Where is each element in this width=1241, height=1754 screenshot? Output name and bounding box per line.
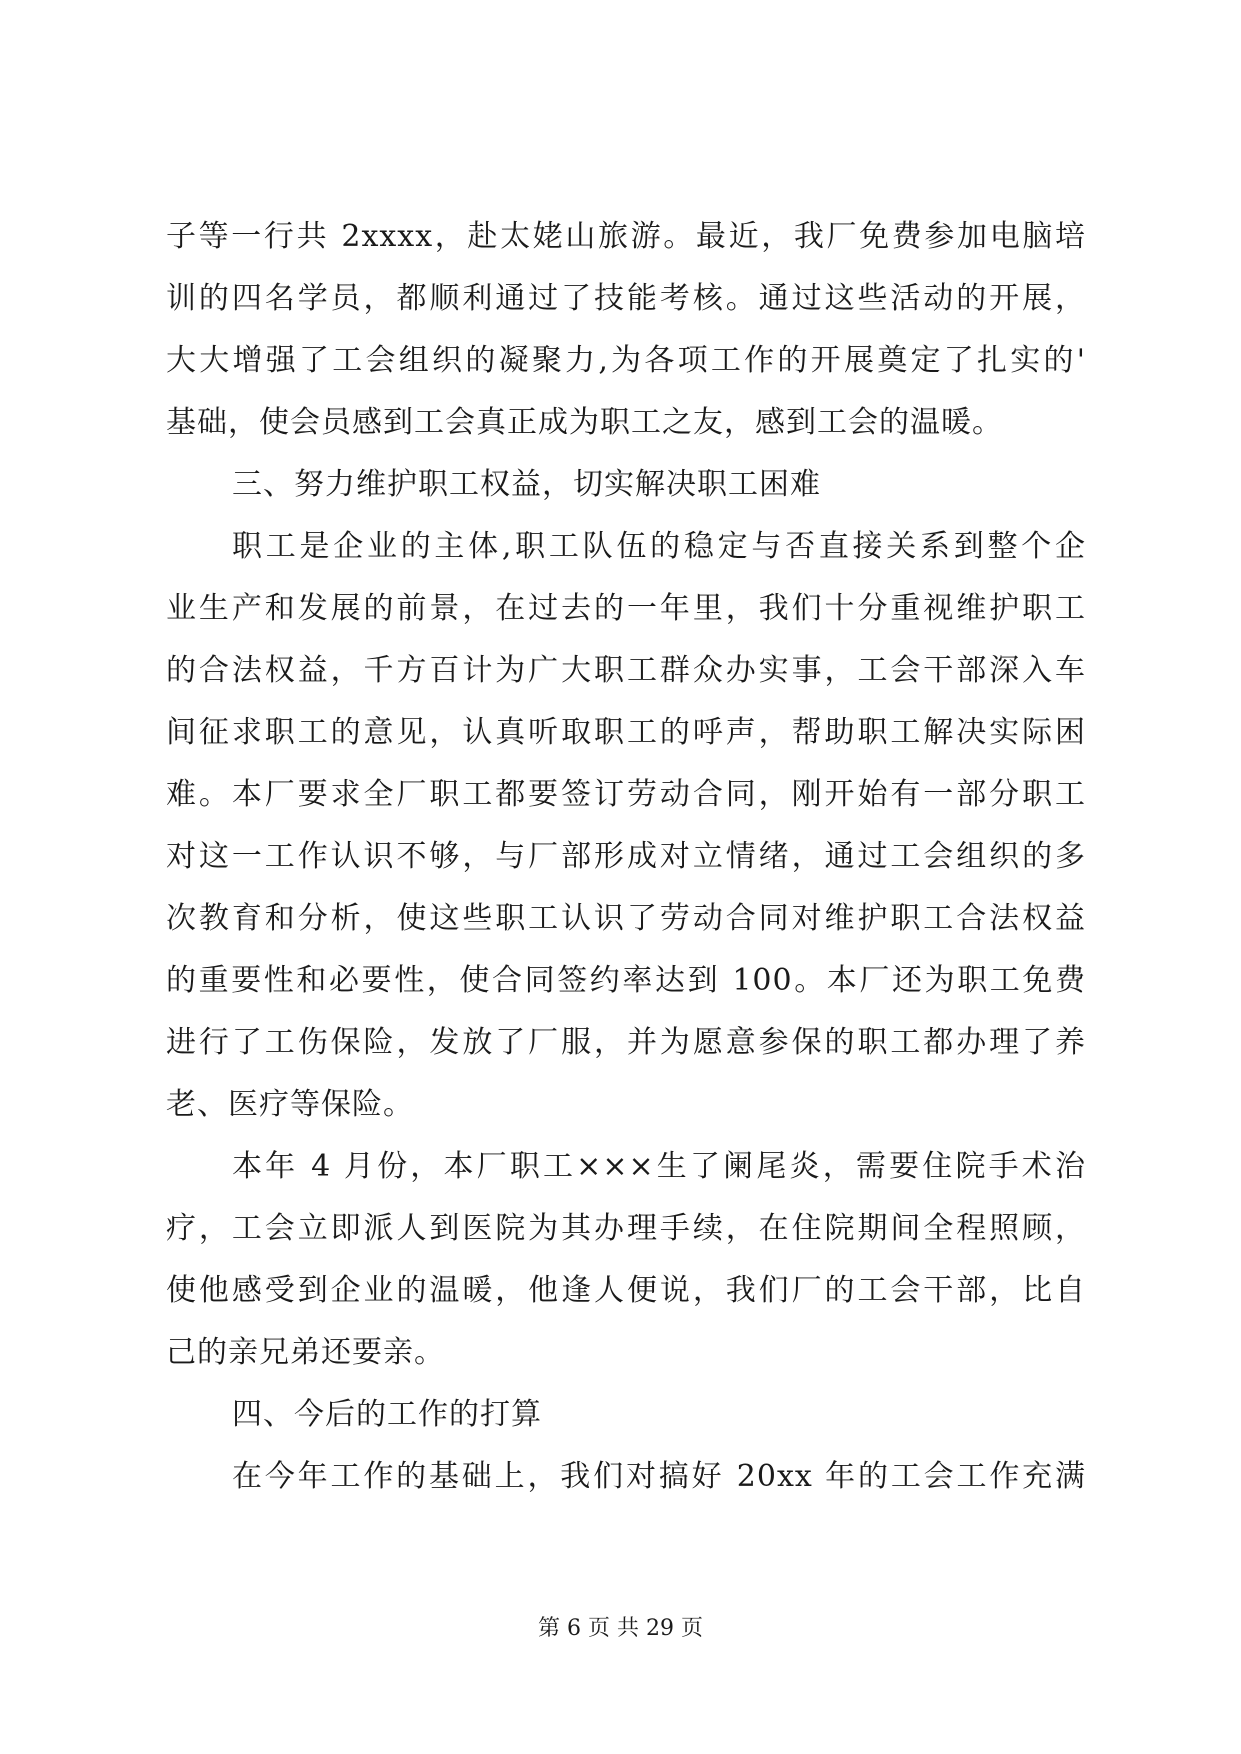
- text-line: 进行了工伤保险，发放了厂服，并为愿意参保的职工都办理了养: [166, 1025, 1086, 1060]
- text-line: 子等一行共 2xxxx，赴太姥山旅游。最近，我厂免费参加电脑培: [166, 219, 1086, 254]
- text-line: 四、今后的工作的打算: [232, 1397, 542, 1432]
- paragraph: [166, 206, 1086, 454]
- paragraph: [166, 1446, 1086, 1508]
- page-number-footer: 第 6 页 共 29 页: [538, 1616, 703, 1641]
- text-line: 对这一工作认识不够，与厂部形成对立情绪，通过工会组织的多: [166, 839, 1086, 874]
- document-body: [166, 206, 1086, 1508]
- text-line: 训的四名学员，都顺利通过了技能考核。通过这些活动的开展，: [166, 281, 1086, 316]
- text-line: 大大增强了工会组织的凝聚力,为各项工作的开展奠定了扎实的': [166, 343, 1086, 378]
- text-line: 职工是企业的主体,职工队伍的稳定与否直接关系到整个企: [232, 529, 1086, 564]
- text-line: 使他感受到企业的温暖，他逢人便说，我们厂的工会干部，比自: [166, 1273, 1086, 1308]
- text-line: 本年 4 月份，本厂职工×××生了阑尾炎，需要住院手术治: [232, 1149, 1086, 1184]
- text-line: 次教育和分析，使这些职工认识了劳动合同对维护职工合法权益: [166, 901, 1086, 936]
- text-line: 业生产和发展的前景，在过去的一年里，我们十分重视维护职工: [166, 591, 1086, 626]
- text-line: 己的亲兄弟还要亲。: [166, 1335, 445, 1370]
- paragraph: [166, 516, 1086, 1136]
- text-line: 的重要性和必要性，使合同签约率达到 100。本厂还为职工免费: [166, 963, 1086, 998]
- section-heading: [166, 454, 1086, 516]
- text-line: 基础，使会员感到工会真正成为职工之友，感到工会的温暖。: [166, 405, 1003, 440]
- text-line: 在今年工作的基础上，我们对搞好 20xx 年的工会工作充满: [232, 1459, 1086, 1494]
- text-line: 老、医疗等保险。: [166, 1087, 414, 1122]
- text-line: 间征求职工的意见，认真听取职工的呼声，帮助职工解决实际困: [166, 715, 1086, 750]
- text-line: 三、努力维护职工权益，切实解决职工困难: [232, 467, 821, 502]
- text-line: 疗，工会立即派人到医院为其办理手续，在住院期间全程照顾，: [166, 1211, 1086, 1246]
- section-heading: [166, 1384, 1086, 1446]
- text-line: 难。本厂要求全厂职工都要签订劳动合同，刚开始有一部分职工: [166, 777, 1086, 812]
- paragraph: [166, 1136, 1086, 1384]
- text-line: 的合法权益，千方百计为广大职工群众办实事，工会干部深入车: [166, 653, 1086, 688]
